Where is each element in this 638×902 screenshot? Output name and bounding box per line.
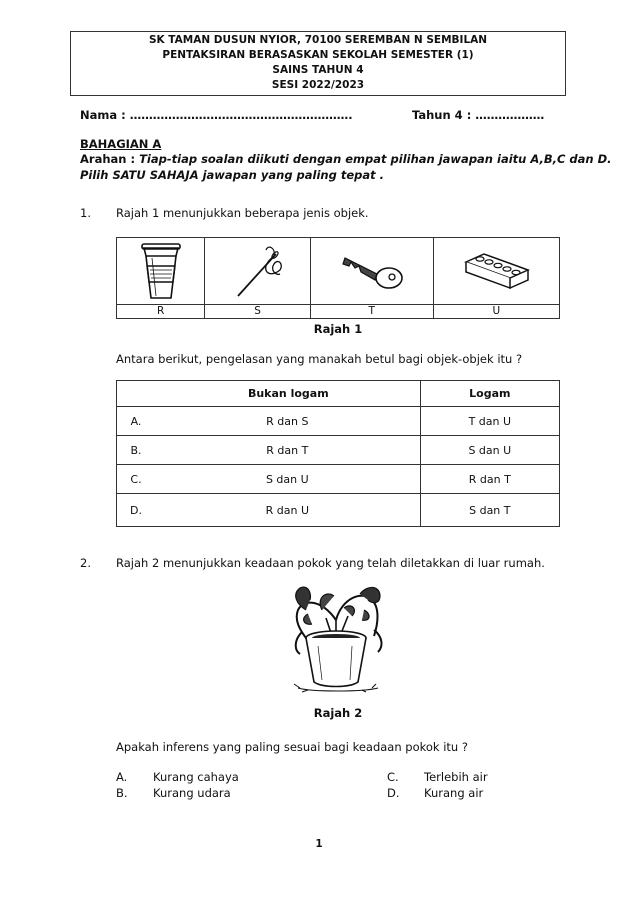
- object-cell-s: [205, 238, 311, 305]
- subject-title: SAINS TAHUN 4: [272, 64, 364, 76]
- q1-question: Antara berikut, pengelasan yang manakah betul bagi objek-objek itu ?: [116, 352, 523, 366]
- q2-number: 2.: [80, 556, 91, 570]
- objects-figure: [116, 237, 560, 319]
- q1-text: Rajah 1 menunjukkan beberapa jenis objek.: [116, 206, 369, 220]
- q2-option-d-letter[interactable]: D.: [387, 786, 400, 800]
- option-row[interactable]: [117, 465, 560, 494]
- classification-table: [116, 380, 560, 527]
- session-title: SESI 2022/2023: [271, 79, 365, 91]
- q2-option-b-text[interactable]: Kurang udara: [153, 786, 231, 800]
- q2-option-c-letter[interactable]: C.: [387, 770, 399, 784]
- option-metal: S dan U: [420, 436, 559, 465]
- figure-1-caption: Rajah 1: [313, 322, 363, 336]
- page-number: 1: [315, 838, 323, 850]
- option-row[interactable]: [117, 494, 560, 527]
- cup-icon: [117, 240, 204, 302]
- class-field-label: Tahun 4 : ………………: [412, 108, 545, 122]
- object-cell-t: [310, 238, 433, 305]
- option-non-metal: R dan U: [155, 494, 420, 527]
- q2-option-b-letter[interactable]: B.: [116, 786, 128, 800]
- option-letter[interactable]: C.: [117, 465, 156, 494]
- option-non-metal: S dan U: [155, 465, 420, 494]
- needle-thread-icon: [205, 240, 310, 302]
- option-letter[interactable]: B.: [117, 436, 156, 465]
- option-row[interactable]: [117, 407, 560, 436]
- section-title: BAHAGIAN A: [80, 137, 162, 151]
- name-field-label: Nama : ………………………………………………….: [80, 108, 353, 122]
- option-metal: R dan T: [420, 465, 559, 494]
- instruction-line-1: [80, 152, 612, 166]
- object-cell-r: [117, 238, 205, 305]
- figure-2-caption: Rajah 2: [313, 706, 363, 720]
- instruction-line-2: Pilih SATU SAHAJA jawapan yang paling tepat .: [80, 168, 385, 182]
- q2-option-d-text[interactable]: Kurang air: [424, 786, 484, 800]
- assessment-title: PENTAKSIRAN BERASASKAN SEKOLAH SEMESTER (1): [162, 49, 474, 61]
- object-cell-u: [433, 238, 559, 305]
- q2-question: Apakah inferens yang paling sesuai bagi keadaan pokok itu ?: [116, 740, 468, 754]
- option-non-metal: R dan T: [155, 436, 420, 465]
- lego-brick-icon: [434, 246, 559, 296]
- object-label-s: S: [205, 305, 311, 319]
- option-row[interactable]: [117, 436, 560, 465]
- header-non-metal: Bukan logam: [117, 381, 421, 407]
- exam-header: [70, 31, 566, 96]
- object-label-t: T: [310, 305, 433, 319]
- option-letter[interactable]: D.: [117, 494, 156, 527]
- q2-option-a-text[interactable]: Kurang cahaya: [153, 770, 239, 784]
- wilted-plant-icon: [282, 580, 392, 698]
- q2-option-c-text[interactable]: Terlebih air: [424, 770, 488, 784]
- header-metal: Logam: [420, 381, 559, 407]
- object-label-u: U: [433, 305, 559, 319]
- instruction-prefix: Arahan :: [80, 152, 140, 166]
- object-label-r: R: [117, 305, 205, 319]
- q1-number: 1.: [80, 206, 91, 220]
- option-non-metal: R dan S: [155, 407, 420, 436]
- q2-option-a-letter[interactable]: A.: [116, 770, 128, 784]
- q2-text: Rajah 2 menunjukkan keadaan pokok yang telah diletakkan di luar rumah.: [116, 556, 545, 570]
- option-metal: S dan T: [420, 494, 559, 527]
- option-letter[interactable]: A.: [117, 407, 156, 436]
- school-name: SK TAMAN DUSUN NYIOR, 70100 SEREMBAN N SEMBILAN: [148, 34, 488, 46]
- option-metal: T dan U: [420, 407, 559, 436]
- key-icon: [311, 246, 433, 296]
- instruction-text: Tiap-tiap soalan diikuti dengan empat pilihan jawapan iaitu A,B,C dan D.: [139, 152, 612, 166]
